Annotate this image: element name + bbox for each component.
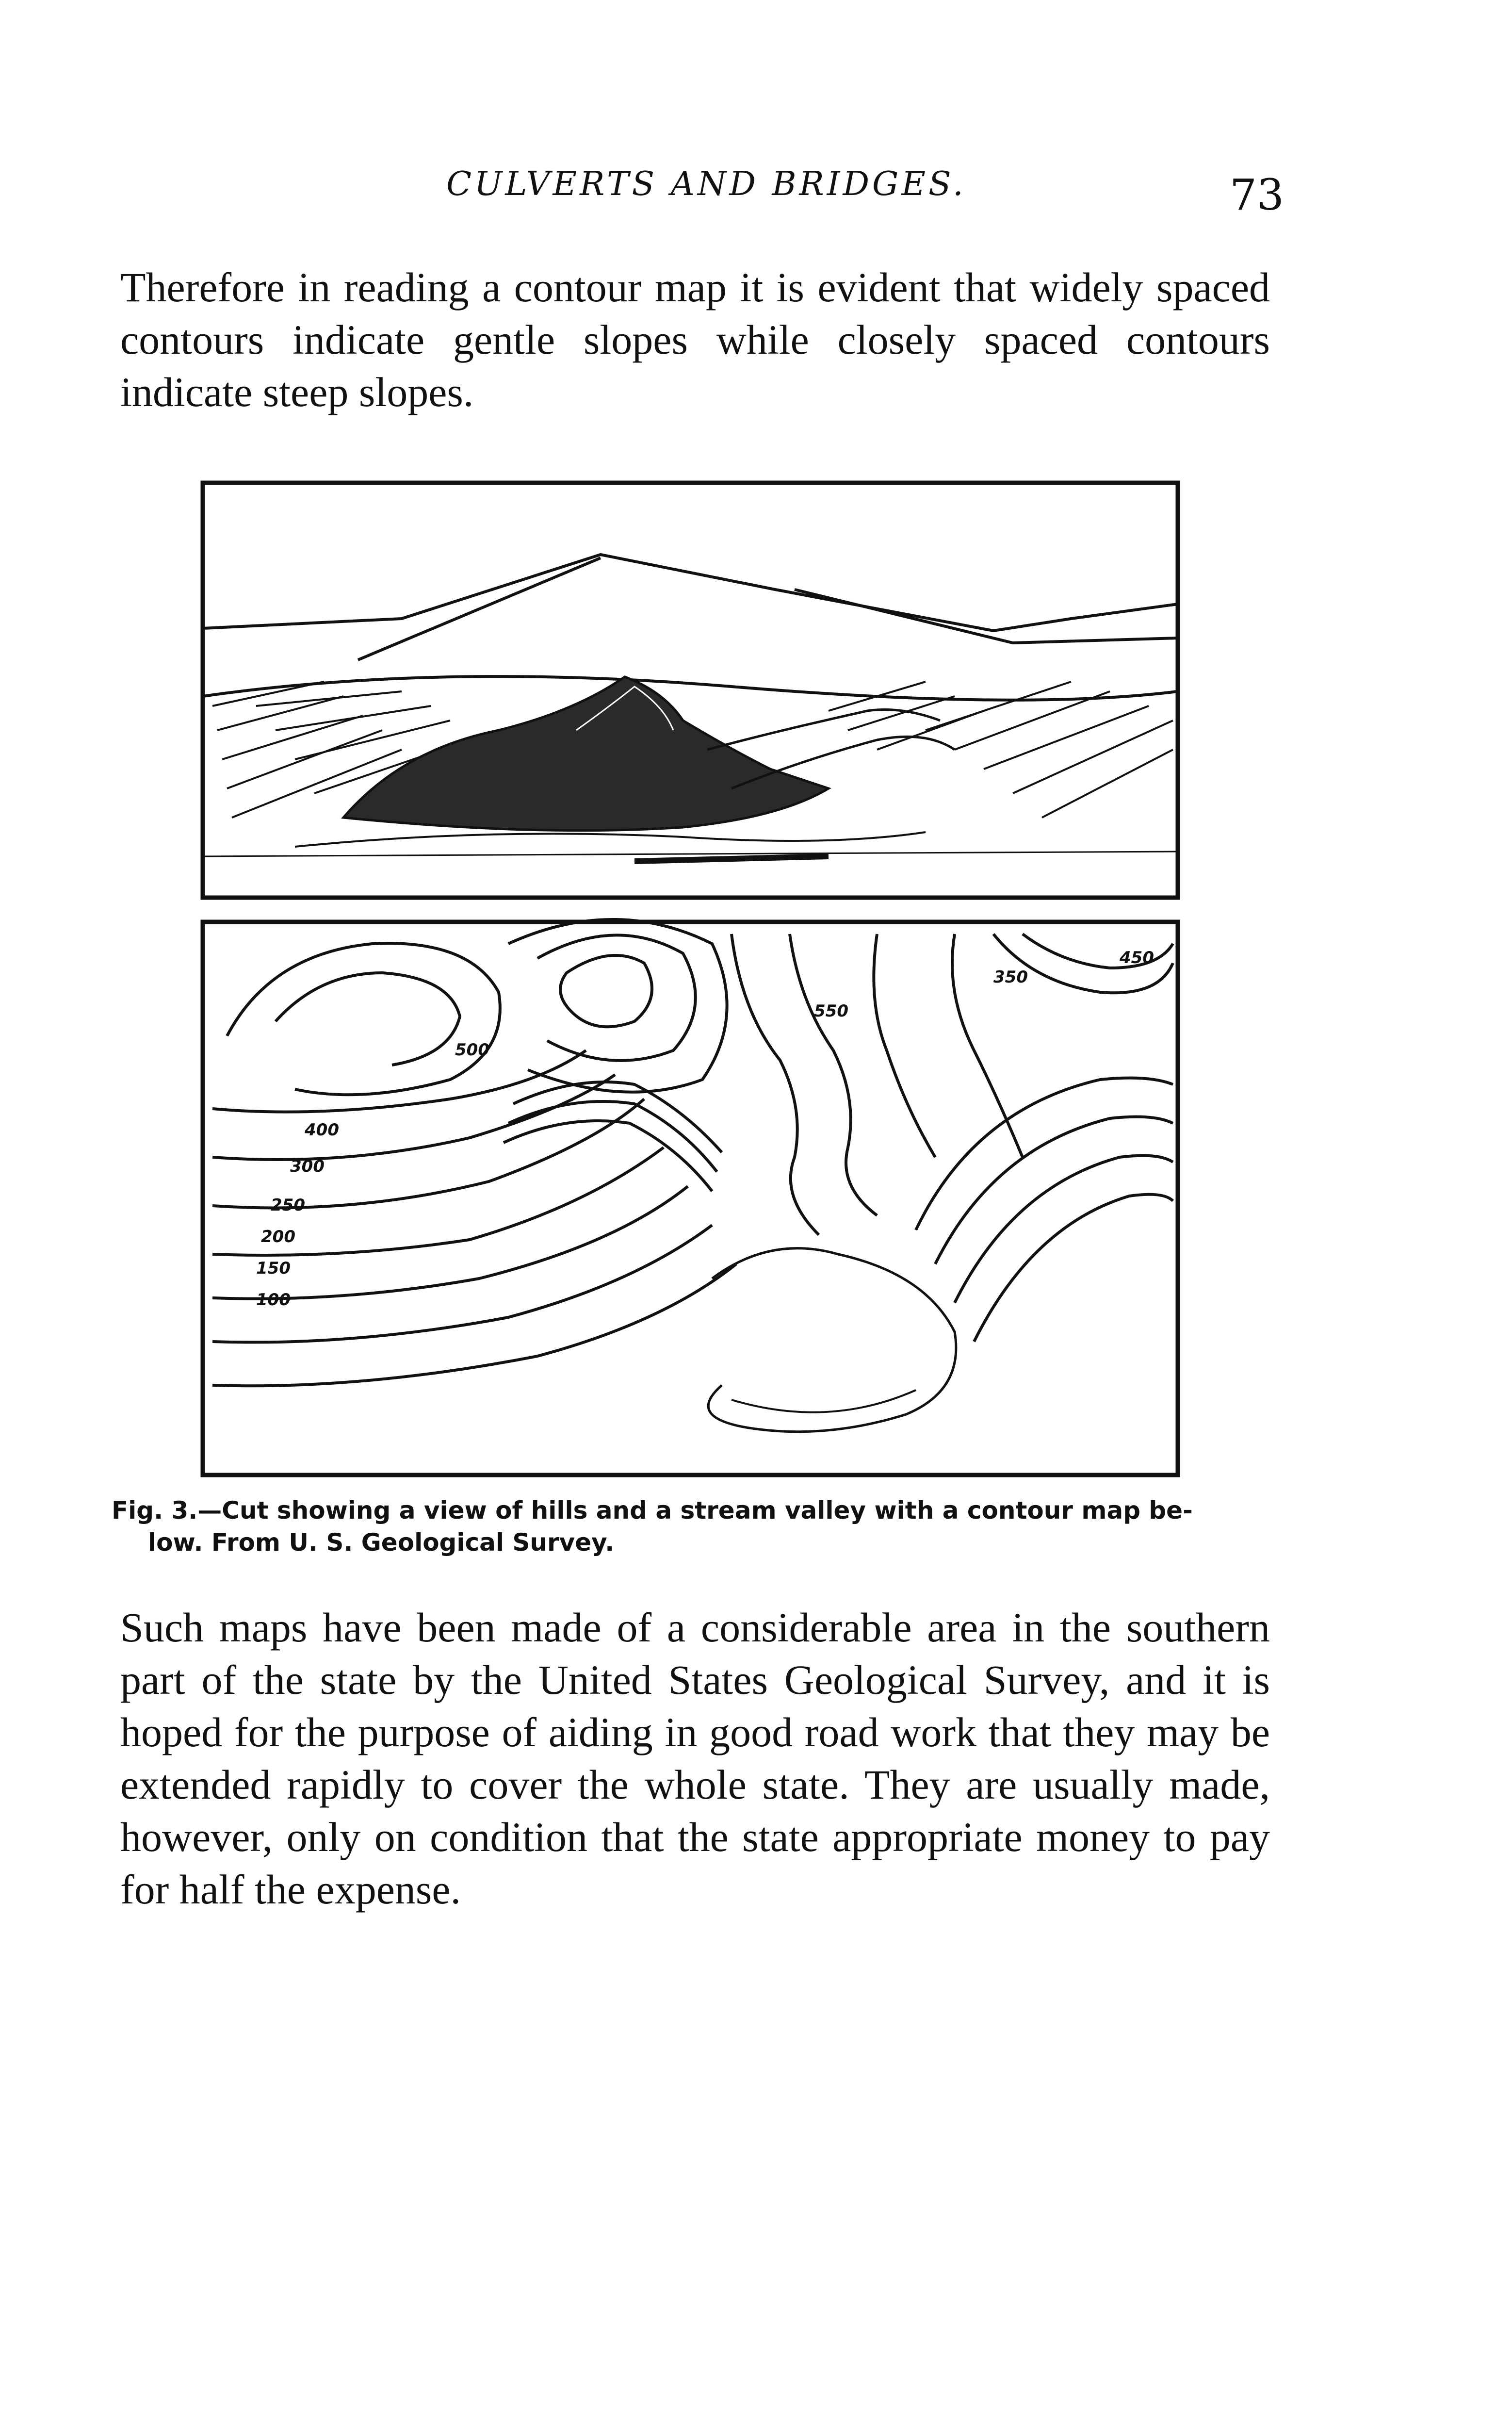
paragraph-2: Such maps have been made of a considerable area in the southern part of the state by the United States Geological Survey, and it is hoped for the purpose of aiding in good road work that they may be extended rapidly to cover the whole state. They are usually made, however, only on condition that the state appropriate money to pay for half the expense. bbox=[120, 1604, 1270, 1913]
contour-label-300: 300 bbox=[290, 1157, 325, 1176]
contour-label-400: 400 bbox=[305, 1120, 339, 1140]
contour-label-250: 250 bbox=[271, 1196, 305, 1215]
contour-map bbox=[203, 919, 1178, 1475]
figure-caption bbox=[112, 1494, 1276, 1558]
page-number: 73 bbox=[1230, 170, 1284, 220]
running-head: CULVERTS AND BRIDGES. bbox=[446, 165, 966, 203]
figure bbox=[198, 478, 1183, 1480]
contour-label-500: 500 bbox=[455, 1040, 489, 1060]
contour-label-100: 100 bbox=[256, 1290, 291, 1310]
contour-label-550: 550 bbox=[814, 1001, 848, 1021]
figure-illustration bbox=[198, 478, 1183, 1480]
contour-label-150: 150 bbox=[256, 1259, 291, 1278]
caption-line-2: low. From U. S. Geological Survey. bbox=[148, 1528, 615, 1557]
contour-label-350: 350 bbox=[993, 967, 1028, 987]
caption-line-1: —Cut showing a view of hills and a stream valley with a contour map be- bbox=[197, 1496, 1193, 1524]
landscape-view bbox=[203, 483, 1178, 898]
figure-label: Fig. 3. bbox=[112, 1496, 198, 1524]
paragraph-1: Therefore in reading a contour map it is evident that widely spaced contours indicate gentle slopes while closely spaced contours indicate steep slopes. bbox=[120, 264, 1270, 415]
contour-label-450: 450 bbox=[1120, 948, 1154, 967]
page-header bbox=[0, 165, 1512, 233]
contour-label-200: 200 bbox=[261, 1227, 295, 1246]
